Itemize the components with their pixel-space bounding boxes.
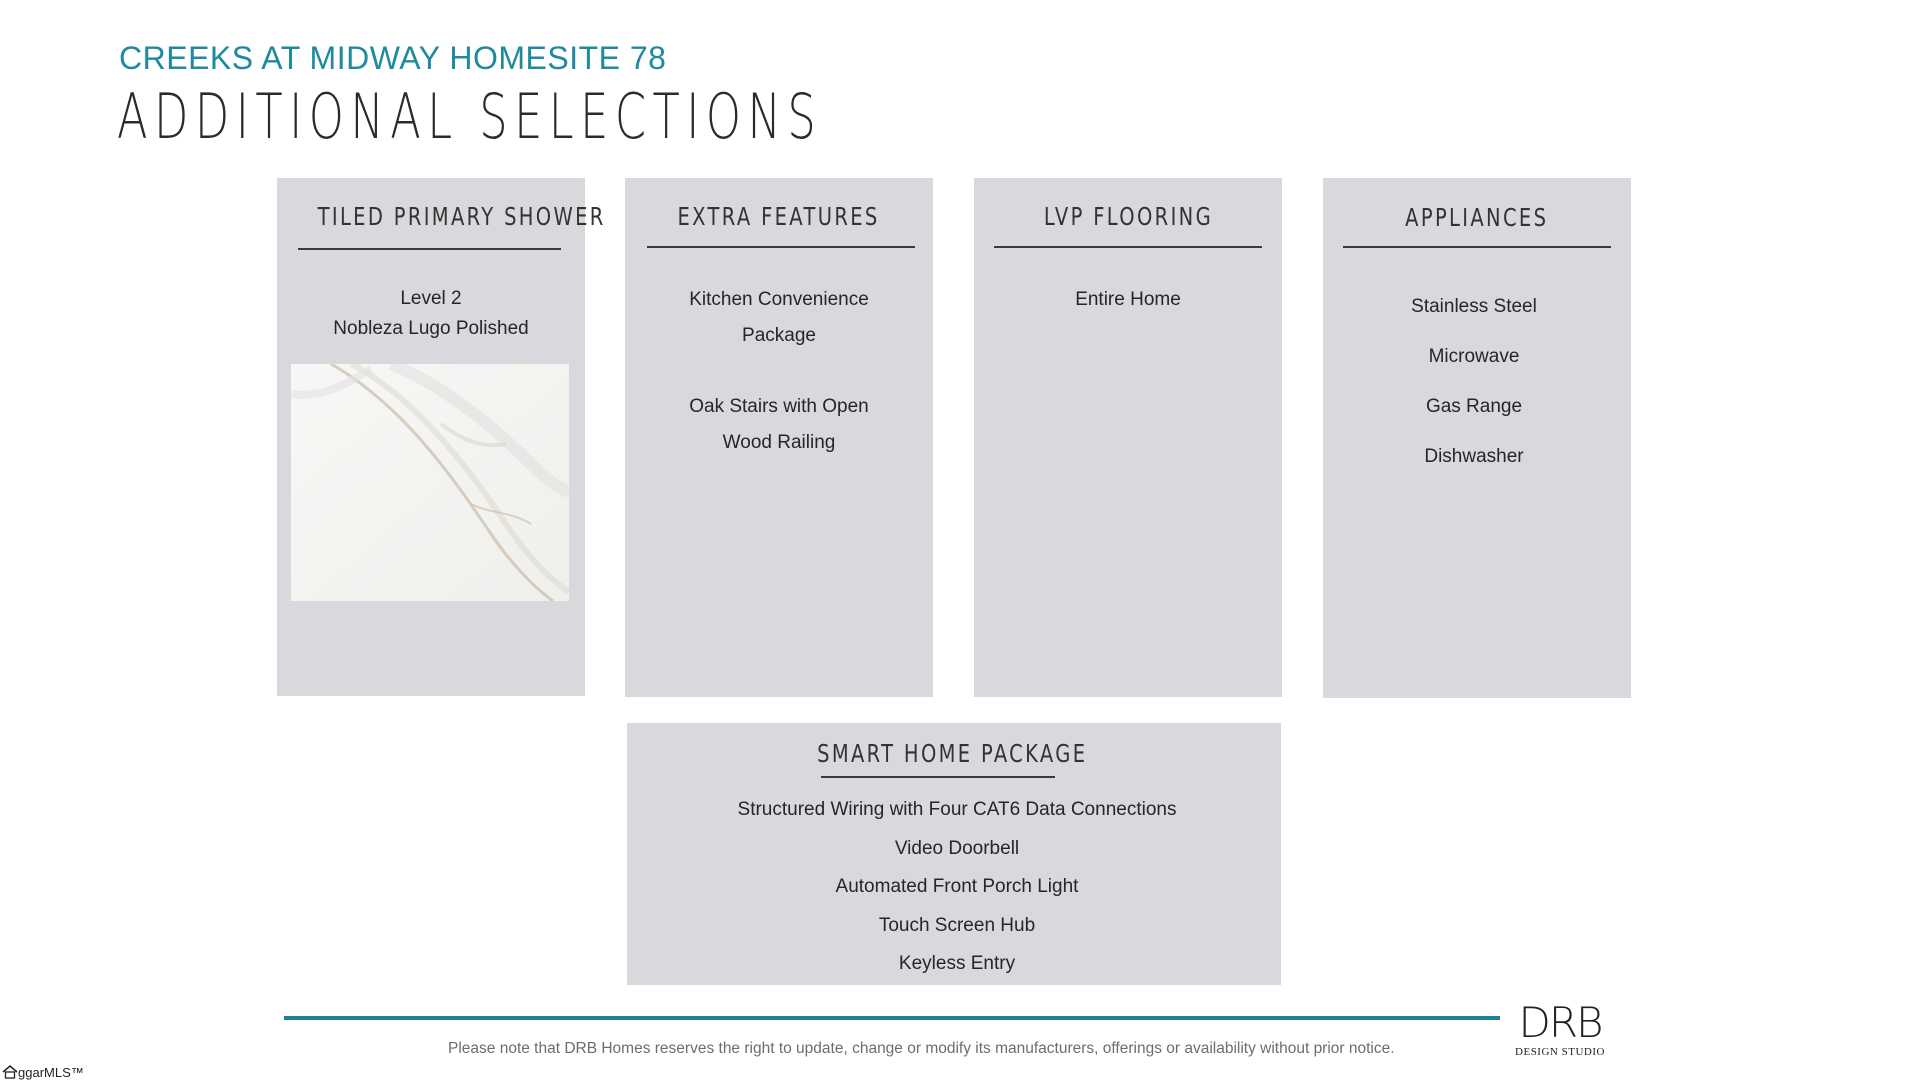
card-body [1317,282,1631,482]
card-body [277,284,585,344]
flooring-line: Entire Home [1075,289,1181,310]
marble-tile-image [291,364,569,601]
smart-home-line: Touch Screen Hub [878,914,1036,936]
card-title: SMART HOME PACKAGE [816,739,1088,768]
smart-home-line: Structured Wiring with Four CAT6 Data Connections [737,799,1177,820]
smart-home-line: Video Doorbell [894,837,1020,859]
logo-mark: DRB [1518,998,1602,1047]
card-divider [994,246,1262,248]
appliance-line: Dishwasher [1424,446,1524,467]
page-title: ADDITIONAL SELECTIONS [117,80,823,153]
appliance-line: Microwave [1428,346,1520,367]
card-body [633,791,1281,984]
appliance-line: Stainless Steel [1411,296,1537,317]
card-lvp-flooring [974,178,1282,697]
smart-home-line: Automated Front Porch Light [835,876,1079,897]
logo-subtitle: DESIGN STUDIO [1515,1046,1605,1058]
card-divider [647,246,915,248]
card-appliances [1323,178,1631,698]
shower-level: Level 2 [400,288,462,309]
card-title: EXTRA FEATURES [677,202,881,231]
card-body [974,282,1282,318]
card-title: TILED PRIMARY SHOWER [317,202,606,231]
card-divider [298,248,561,250]
mls-text: ggarMLS™ [18,1065,84,1080]
extra-feature-line: Package [742,325,816,346]
card-extra-features [625,178,933,697]
extra-feature-line: Kitchen Convenience [689,289,869,310]
card-body [625,282,933,461]
card-title: LVP FLOORING [1043,202,1213,231]
house-icon [2,1064,18,1080]
mls-watermark [2,1064,84,1080]
shower-tile-name: Nobleza Lugo Polished [333,318,529,339]
extra-feature-line: Oak Stairs with Open [689,396,869,417]
card-divider [821,776,1055,778]
card-tiled-primary-shower [277,178,606,696]
appliance-line: Gas Range [1425,396,1523,417]
card-divider [1343,246,1611,248]
drb-design-studio-logo [1510,998,1610,1062]
card-title: APPLIANCES [1405,203,1549,232]
footer-rule [284,1016,1500,1020]
smart-home-line: Keyless Entry [898,953,1016,974]
extra-feature-line: Wood Railing [722,432,836,453]
footer-disclaimer: Please note that DRB Homes reserves the right to update, change or modify its manufacturers, offerings or availability without prior notice. [448,1040,1395,1057]
page-subtitle: CREEKS AT MIDWAY HOMESITE 78 [119,40,667,76]
card-smart-home-package [627,723,1281,985]
